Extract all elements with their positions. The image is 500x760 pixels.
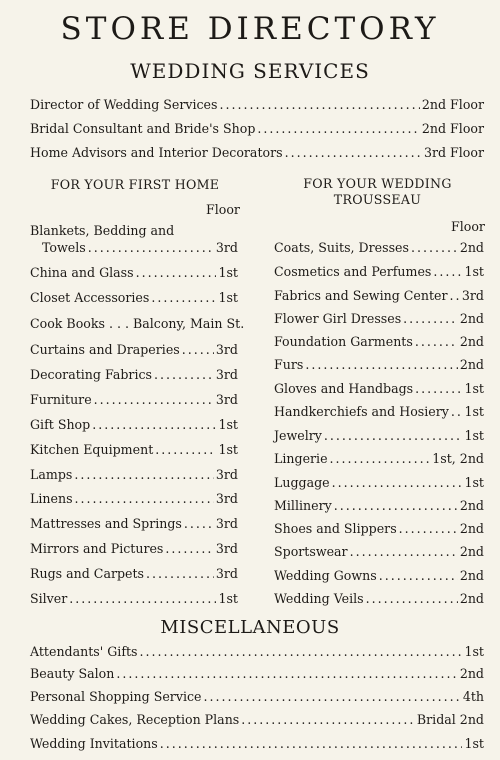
trousseau-item-floor: 2nd: [459, 568, 484, 583]
misc-item: [30, 665, 484, 682]
service-floor: 3rd Floor: [423, 145, 484, 160]
home-item: [30, 441, 238, 458]
trousseau-item: [274, 450, 484, 467]
trousseau-item-name: Luggage: [274, 475, 330, 490]
home-item-name: Furniture: [30, 392, 92, 407]
home-item-name: Mirrors and Pictures: [30, 541, 164, 556]
trousseau-item-floor: 2nd: [459, 334, 484, 349]
trousseau-heading-line1: FOR YOUR WEDDING: [303, 176, 452, 191]
misc-item-name: Beauty Salon: [30, 666, 115, 681]
home-item-floor: 1st: [218, 290, 238, 305]
trousseau-item: [274, 263, 484, 280]
home-item-name: Kitchen Equipment: [30, 442, 154, 457]
trousseau-item-floor: 1st: [464, 428, 484, 443]
home-item-name: Lamps: [30, 467, 73, 482]
trousseau-item-name: Foundation Garments: [274, 334, 413, 349]
home-item-name: China and Glass: [30, 265, 134, 280]
misc-item-floor: 4th: [462, 689, 484, 704]
page-subtitle: WEDDING SERVICES: [130, 59, 370, 83]
home-item-name: Towels: [42, 240, 86, 255]
misc-heading: MISCELLANEOUS: [160, 617, 340, 638]
trousseau-item-name: Cosmetics and Perfumes: [274, 264, 432, 279]
home-item-floor: 3rd: [215, 342, 238, 357]
misc-item-floor: 2nd: [459, 666, 484, 681]
trousseau-item-name: Shoes and Slippers: [274, 521, 397, 536]
trousseau-item-floor: 2nd: [459, 521, 484, 536]
misc-item: [30, 711, 484, 728]
home-item-name: Rugs and Carpets: [30, 566, 145, 581]
home-item: [30, 264, 238, 281]
trousseau-item: [274, 380, 484, 397]
home-item: [42, 239, 238, 256]
trousseau-item-name: Furs: [274, 357, 304, 372]
service-name: Home Advisors and Interior Decorators: [30, 145, 283, 160]
home-heading: FOR YOUR FIRST HOME: [50, 177, 220, 192]
home-item-floor: 3rd: [215, 240, 238, 255]
home-item: [30, 515, 238, 532]
trousseau-item-name: Wedding Gowns: [274, 568, 377, 583]
trousseau-item: [274, 543, 484, 560]
trousseau-item-floor: 2nd: [459, 591, 484, 606]
service-floor: 2nd Floor: [421, 97, 484, 112]
home-item: [30, 466, 238, 483]
trousseau-item-name: Lingerie: [274, 451, 328, 466]
misc-item: [30, 735, 484, 752]
trousseau-item-name: Gloves and Handbags: [274, 381, 414, 396]
trousseau-item: [274, 403, 484, 420]
service-entry: [30, 96, 484, 113]
trousseau-floor-label: Floor: [451, 219, 485, 234]
trousseau-item-floor: 2nd: [459, 498, 484, 513]
home-item-floor: 1st: [218, 442, 238, 457]
trousseau-item-name: Handkerchiefs and Hosiery: [274, 404, 449, 419]
trousseau-item-name: Sportswear: [274, 544, 348, 559]
home-item-floor: 3rd: [215, 392, 238, 407]
trousseau-item-name: Fabrics and Sewing Center: [274, 288, 448, 303]
trousseau-item-floor: 2nd: [459, 240, 484, 255]
service-name: Bridal Consultant and Bride's Shop: [30, 121, 256, 136]
home-item: [30, 565, 238, 582]
misc-item-floor: 1st: [464, 644, 484, 659]
home-item-floor: 3rd: [215, 516, 238, 531]
service-entry: [30, 120, 484, 137]
home-item-floor: 3rd: [215, 541, 238, 556]
trousseau-item: [274, 310, 484, 327]
home-item-floor: 3rd: [215, 491, 238, 506]
trousseau-item: [274, 239, 484, 256]
trousseau-item-name: Flower Girl Dresses: [274, 311, 402, 326]
trousseau-item: [274, 590, 484, 607]
misc-item-name: Wedding Cakes, Reception Plans: [30, 712, 240, 727]
home-item-floor: 3rd: [215, 367, 238, 382]
misc-item-floor: 1st: [464, 736, 484, 751]
trousseau-item-name: Wedding Veils: [274, 591, 364, 606]
trousseau-item: [274, 497, 484, 514]
trousseau-heading-line2: TROUSSEAU: [333, 192, 422, 207]
trousseau-item: [274, 567, 484, 584]
misc-item: [30, 688, 484, 705]
page-title: STORE DIRECTORY: [60, 11, 440, 47]
trousseau-item-name: Coats, Suits, Dresses: [274, 240, 409, 255]
home-item-floor: 3rd: [215, 566, 238, 581]
misc-item-floor: Bridal 2nd: [416, 712, 484, 727]
home-item-name: Mattresses and Springs: [30, 516, 182, 531]
service-name: Director of Wedding Services: [30, 97, 218, 112]
trousseau-item-name: Jewelry: [274, 428, 322, 443]
service-entry: [30, 144, 484, 161]
home-item-cookbooks: Cook Books . . . Balcony, Main St.: [30, 316, 245, 331]
home-item-floor: 1st: [218, 417, 238, 432]
home-item: [30, 590, 238, 607]
misc-item-name: Personal Shopping Service: [30, 689, 202, 704]
trousseau-item-floor: 3rd: [461, 288, 484, 303]
home-item: [30, 391, 238, 408]
trousseau-item-floor: 1st: [464, 475, 484, 490]
trousseau-item: [274, 474, 484, 491]
home-item: [30, 416, 238, 433]
home-item-name: Linens: [30, 491, 73, 506]
trousseau-item: [274, 356, 484, 373]
trousseau-item-floor: 1st: [464, 404, 484, 419]
trousseau-item-floor: 1st: [464, 264, 484, 279]
trousseau-item: [274, 333, 484, 350]
trousseau-item: [274, 287, 484, 304]
home-item-name: Closet Accessories: [30, 290, 150, 305]
trousseau-item-floor: 2nd: [459, 311, 484, 326]
misc-item: [30, 643, 484, 660]
trousseau-item-floor: 2nd: [459, 544, 484, 559]
trousseau-item-floor: 1st, 2nd: [432, 451, 484, 466]
home-item-floor: 1st: [218, 265, 238, 280]
home-item-name: Decorating Fabrics: [30, 367, 152, 382]
misc-item-name: Wedding Invitations: [30, 736, 158, 751]
home-item-name: Silver: [30, 591, 68, 606]
home-item-floor: 1st: [218, 591, 238, 606]
home-item: [30, 341, 238, 358]
misc-item-name: Attendants' Gifts: [30, 644, 138, 659]
home-item: [30, 540, 238, 557]
home-item-name: Gift Shop: [30, 417, 91, 432]
trousseau-item: [274, 520, 484, 537]
service-floor: 2nd Floor: [421, 121, 484, 136]
home-floor-label: Floor: [206, 202, 240, 217]
home-item: [30, 289, 238, 306]
home-item: [30, 366, 238, 383]
trousseau-item-floor: 2nd: [459, 357, 484, 372]
home-item: [30, 490, 238, 507]
trousseau-item-floor: 1st: [464, 381, 484, 396]
trousseau-item-name: Millinery: [274, 498, 332, 513]
home-item-floor: 3rd: [215, 467, 238, 482]
home-item-blankets-line1: Blankets, Bedding and: [30, 223, 175, 238]
trousseau-item: [274, 427, 484, 444]
home-item-name: Curtains and Draperies: [30, 342, 180, 357]
